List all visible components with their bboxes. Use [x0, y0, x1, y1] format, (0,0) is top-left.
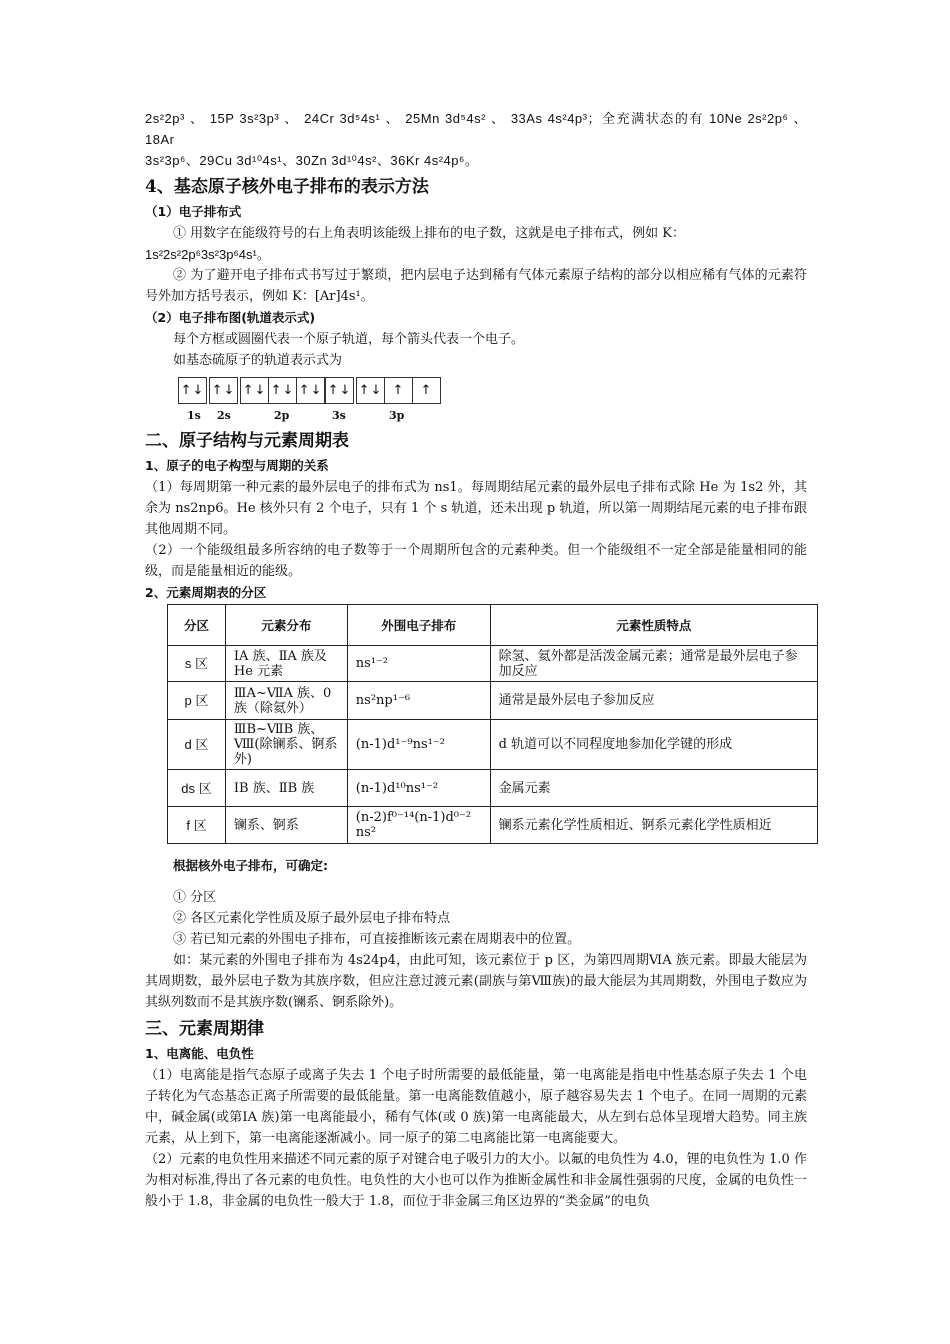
cell-zone: f 区 — [168, 807, 226, 844]
sulfur-orbital-diagram — [179, 377, 807, 425]
orbital-group-2s — [210, 377, 238, 404]
cell-config: (n-1)d¹⁰ns¹⁻² — [347, 770, 490, 807]
orbital-diagram-p1: 每个方框或圆圈代表一个原子轨道，每个箭头代表一个电子。 — [173, 332, 525, 347]
header-outer-config: 外围电子排布 — [347, 605, 490, 646]
electron-config-p1a: ① 用数字在能级符号的右上角表明该能级上排布的电子数，这就是电子排布式，例如 K： — [173, 226, 685, 241]
part-2-s1-title: 1、原子的电子构型与周期的关系 — [145, 458, 329, 473]
ionization-paragraph: （1）电离能是指气态原子或离子失去 1 个电子时所需要的最低能量，第一电离能是指电中性基态原子失去 1 个电子转化为气态基态正离子所需要的最低能量。第一电离能数值越小，原子越容易失去 1 个电子。在同一周期的元素中，碱金属(或第ⅠA 族)第一电离能最小，稀有气体(或 0 族)第一电离能最大，从左到右总体呈现增大趋势。同主族元素，从上到下，第一电离能逐渐减小。同一原子的第二电离能比第一电离能要大。 — [145, 1068, 807, 1146]
part-3-title: 三、元素周期律 — [145, 1019, 264, 1039]
after-table-title: 根据核外电子排布，可确定: — [173, 857, 328, 873]
example-paragraph: 如：某元素的外围电子排布为 4s24p4，由此可知，该元素位于 p 区，为第四周期ⅥA 族元素。即最大能层为其周期数，最外层电子数为其族序数，但应注意过渡元素(副族与第Ⅷ族)的最大能层为其周期数，外围电子数应为其纵列数而不是其族序数(镧系、锕系除外)。 — [145, 953, 807, 1010]
part-2-s1-p2: （2）一个能级组最多所容纳的电子数等于一个周期所包含的元素种类。但一个能级组不一定全部是能量相同的能级，而是能量相近的能级。 — [145, 543, 807, 579]
document-page — [145, 108, 807, 1212]
subsection-orbital-diagram-title: （2）电子排布图(轨道表示式) — [145, 310, 316, 325]
cell-properties: d 轨道可以不同程度地参加化学键的形成 — [490, 720, 817, 770]
table-header-row — [168, 605, 818, 646]
table-row — [168, 720, 818, 770]
periodic-zones-table — [167, 604, 818, 844]
orbital-box: ↑↓ — [268, 377, 297, 404]
table-row — [168, 770, 818, 807]
part-3-s1-title: 1、电离能、电负性 — [145, 1046, 254, 1061]
cell-zone: p 区 — [168, 682, 226, 720]
orbital-box: ↑↓ — [240, 377, 269, 404]
orbital-box: ↑↓ — [178, 377, 207, 404]
orbital-group-3p — [357, 377, 441, 404]
cell-elements: ⅠA 族、ⅡA 族及 He 元素 — [225, 646, 347, 682]
cell-config: (n-1)d¹⁻⁹ns¹⁻² — [347, 720, 490, 770]
electron-config-p1b: 1s²2s²2p⁶3s²3p⁶4s¹。 — [145, 247, 270, 262]
cell-elements: ⅢB~ⅦB 族、Ⅷ(除镧系、锕系外) — [225, 720, 347, 770]
cell-elements: 镧系、锕系 — [225, 807, 347, 844]
orbital-box: ↑ — [384, 377, 413, 404]
orbital-box: ↑ — [412, 377, 441, 404]
orbital-group-2p — [241, 377, 325, 404]
cell-config: ns¹⁻² — [347, 646, 490, 682]
orbital-box: ↑↓ — [325, 377, 354, 404]
orbital-label-2s: 2s — [217, 409, 231, 422]
orbital-label-2p: 2p — [274, 409, 290, 422]
table-row — [168, 807, 818, 844]
cell-properties: 镧系元素化学性质相近、锕系元素化学性质相近 — [490, 807, 817, 844]
after-item-3: ③ 若已知元素的外围电子排布，可直接推断该元素在周期表中的位置。 — [173, 932, 581, 947]
cell-properties: 除氢、氦外都是活泼金属元素；通常是最外层电子参加反应 — [490, 646, 817, 682]
cell-properties: 通常是最外层电子参加反应 — [490, 682, 817, 720]
orbital-label-3s: 3s — [332, 409, 346, 422]
header-elements: 元素分布 — [225, 605, 347, 646]
cell-config: ns²np¹⁻⁶ — [347, 682, 490, 720]
section-4-title: 4、基态原子核外电子排布的表示方法 — [145, 177, 429, 197]
table-row — [168, 646, 818, 682]
electronegativity-paragraph: （2）元素的电负性用来描述不同元素的原子对键合电子吸引力的大小。以氟的电负性为 4.0，锂的电负性为 1.0 作为相对标准,得出了各元素的电负性。电负性的大小也可以作为推断金属性和非金属性强弱的尺度，金属的电负性一般小于 1.8，非金属的电负性一般大于 1.8，而位于非金属三角区边界的“类金属”的电负 — [145, 1152, 807, 1209]
cell-zone: s 区 — [168, 646, 226, 682]
part-2-s2-title: 2、元素周期表的分区 — [145, 585, 267, 600]
orbital-box: ↑↓ — [209, 377, 238, 404]
after-item-1: ① 分区 — [173, 890, 217, 905]
intro-line-2: 3s²3p⁶、29Cu 3d¹⁰4s¹、30Zn 3d¹⁰4s²、36Kr 4s²4p⁶。 — [145, 153, 479, 168]
orbital-label-1s: 1s — [187, 409, 201, 422]
table-row — [168, 682, 818, 720]
cell-zone: d 区 — [168, 720, 226, 770]
part-2-s1-p1: （1）每周期第一种元素的最外层电子的排布式为 ns1。每周期结尾元素的最外层电子排布式除 He 为 1s2 外，其余为 ns2np6。He 核外只有 2 个电子，只有 1 个 s 轨道，还未出现 p 轨道，所以第一周期结尾元素的电子排布跟其他周期不同。 — [145, 480, 807, 537]
part-2-title: 二、原子结构与元素周期表 — [145, 431, 349, 451]
intro-line-1: 2s²2p³ 、 15P 3s²3p³ 、 24Cr 3d⁵4s¹ 、 25Mn 3d⁵4s² 、 33As 4s²4p³；全充满状态的有 10Ne 2s²2p⁶ 、 18Ar — [145, 111, 807, 147]
subsection-electron-config-title: （1）电子排布式 — [145, 204, 242, 219]
cell-elements: ⅢA~ⅦA 族、0 族（除氦外） — [225, 682, 347, 720]
cell-properties: 金属元素 — [490, 770, 817, 807]
orbital-group-3s — [326, 377, 354, 404]
cell-elements: ⅠB 族、ⅡB 族 — [225, 770, 347, 807]
header-properties: 元素性质特点 — [490, 605, 817, 646]
orbital-group-1s — [179, 377, 207, 404]
cell-config: (n-2)f⁰⁻¹⁴(n-1)d⁰⁻² ns² — [347, 807, 490, 844]
electron-config-p2: ② 为了避开电子排布式书写过于繁琐，把内层电子达到稀有气体元素原子结构的部分以相应稀有气体的元素符号外加方括号表示，例如 K：[Ar]4s¹。 — [145, 268, 807, 304]
orbital-box: ↑↓ — [296, 377, 325, 404]
orbital-diagram-p2: 如基态硫原子的轨道表示式为 — [173, 353, 343, 368]
cell-zone: ds 区 — [168, 770, 226, 807]
orbital-box: ↑↓ — [356, 377, 385, 404]
header-zone: 分区 — [168, 605, 226, 646]
after-item-2: ② 各区元素化学性质及原子最外层电子排布特点 — [173, 911, 451, 926]
orbital-label-3p: 3p — [389, 409, 405, 422]
